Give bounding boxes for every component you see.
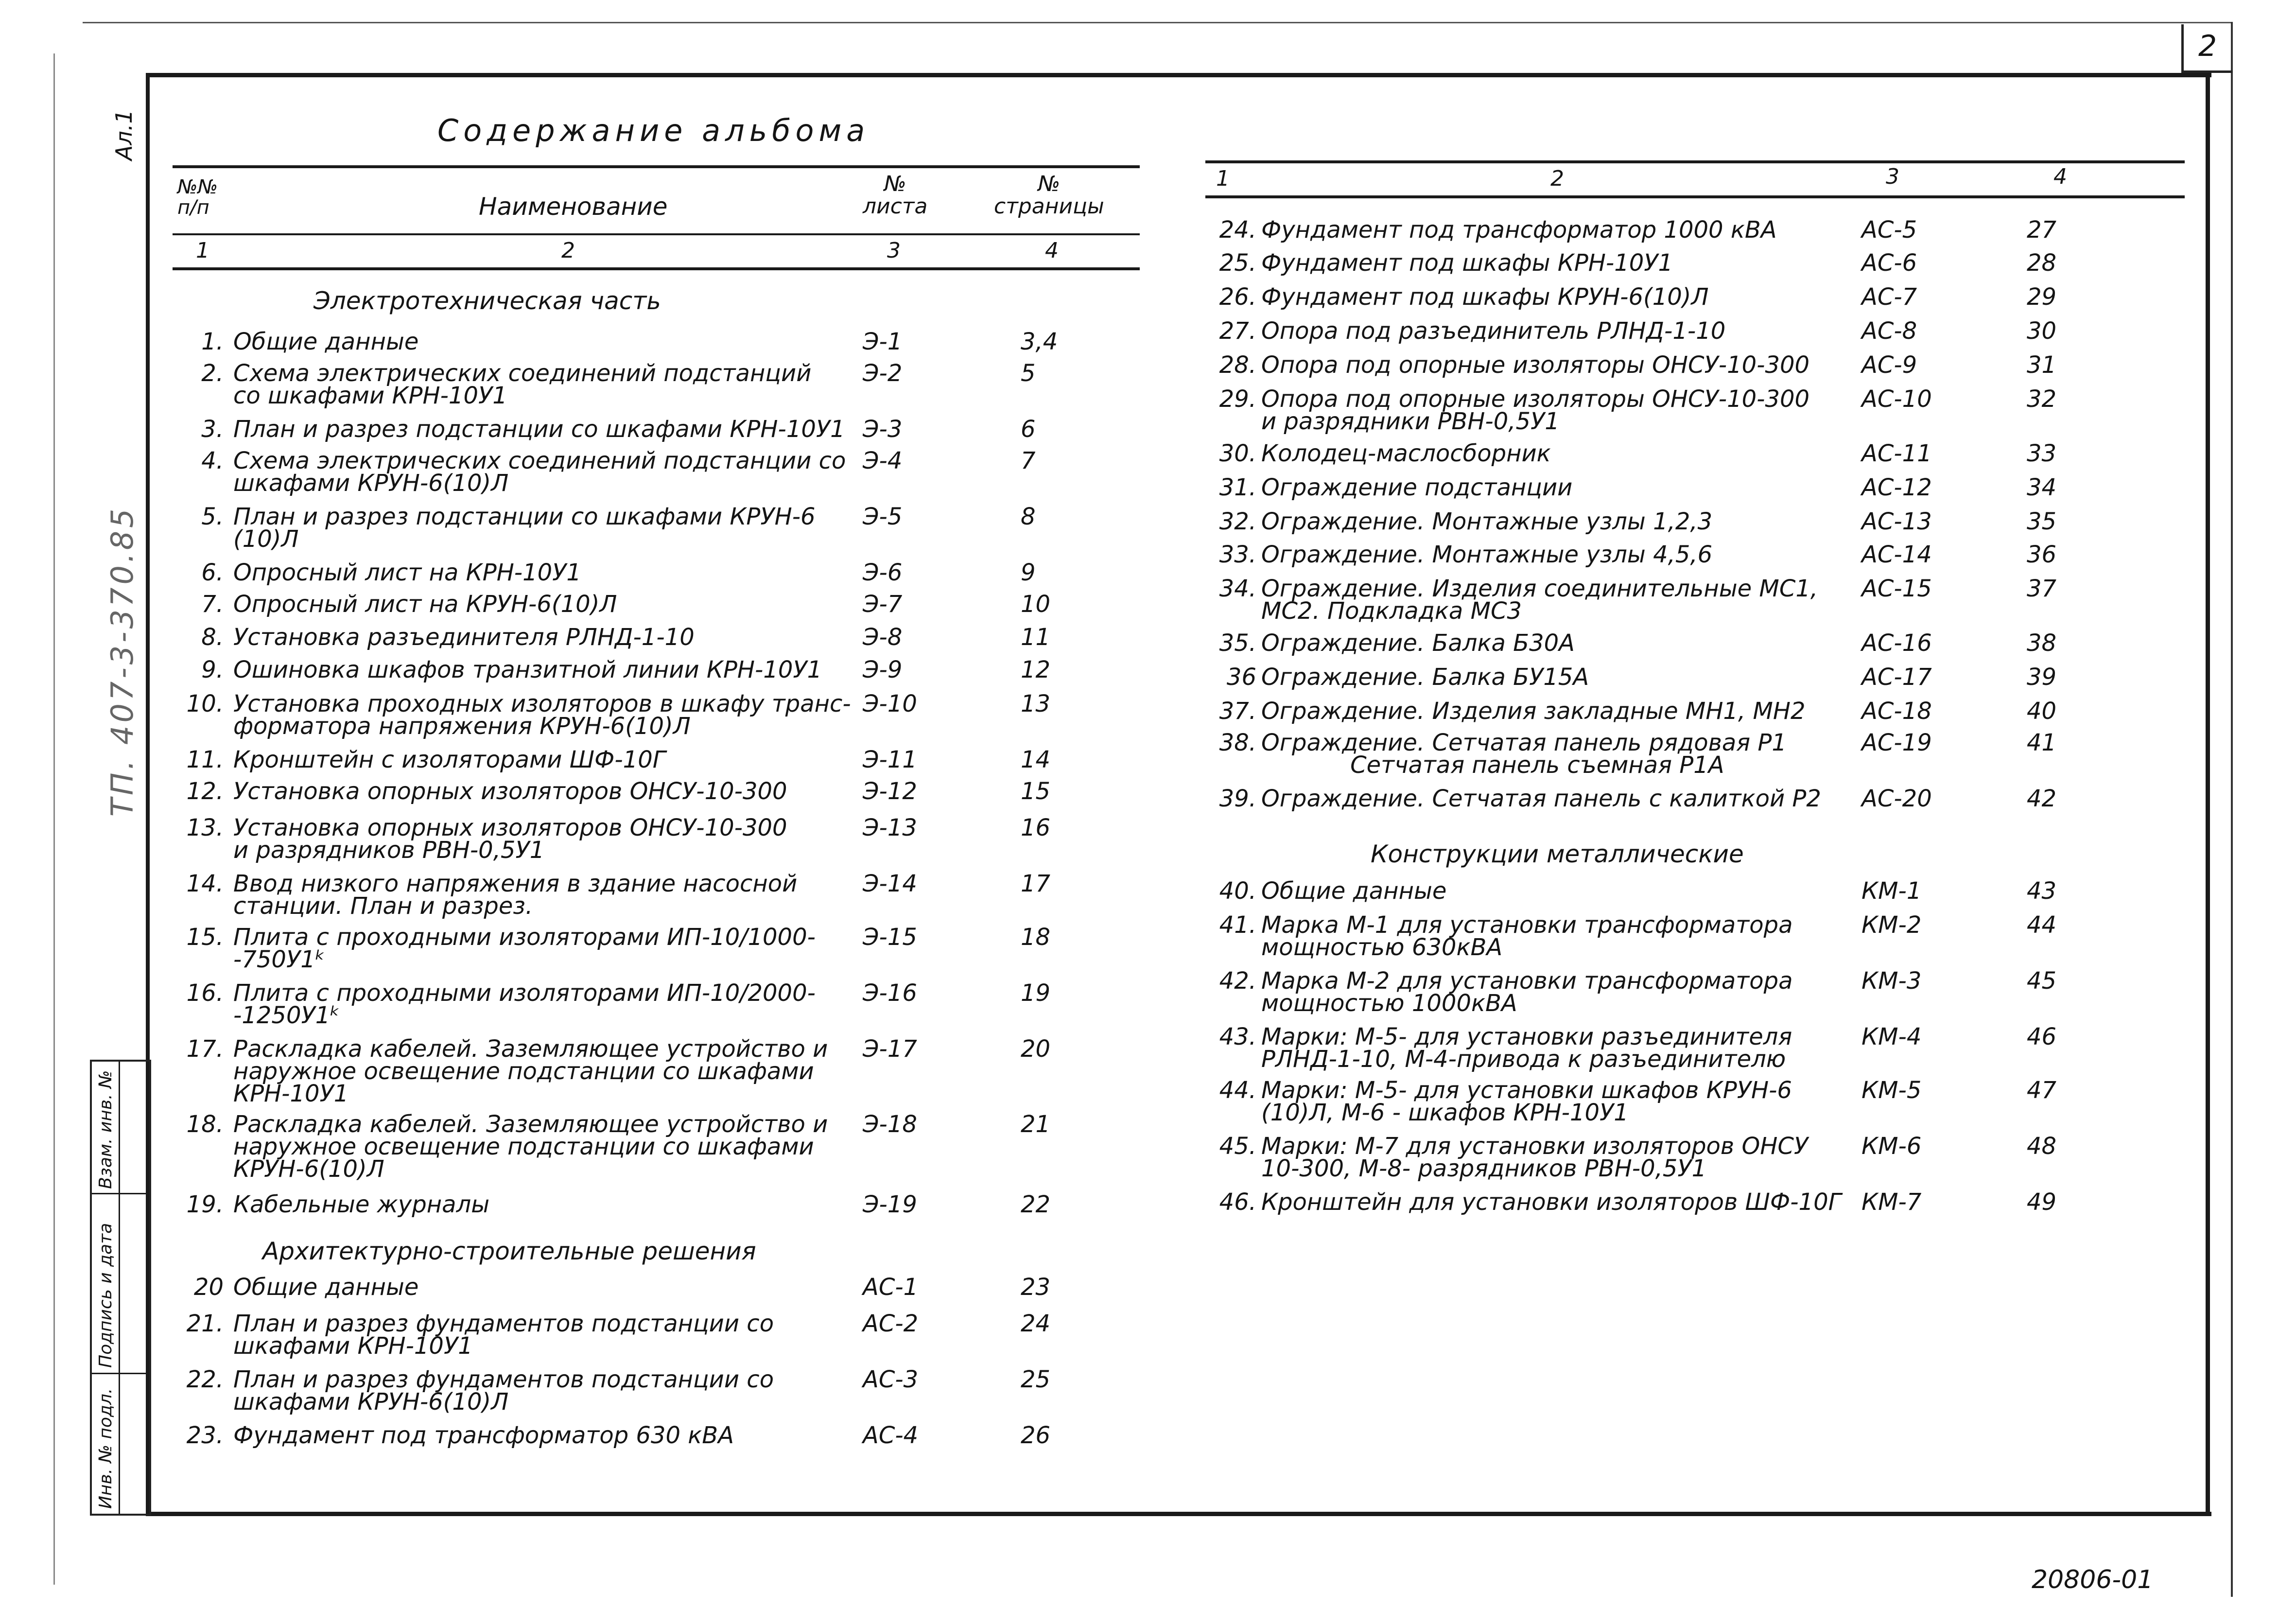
row-title: Схема электрических соединений подстанции со шкафами КРУН-6(10)Л [233,447,846,497]
row-title: План и разрез подстанции со шкафами КРН-10У1 [233,416,845,443]
row-sheet: Э-12 [863,778,917,805]
corner-mark: Ал.1 [111,109,137,160]
row-title: Установка опорных изоляторов ОНСУ-10-300 [233,778,787,805]
row-number: 6. [201,559,224,586]
footer-code: 20806-01 [2032,1565,2154,1594]
row-sheet: АС-1 [863,1274,919,1301]
row-page: 32 [2027,385,2057,413]
row-page: 16 [1021,814,1051,841]
row-sheet: КМ-1 [1861,877,1922,905]
table-row [1205,1023,2173,1084]
row-page: 15 [1021,778,1051,805]
header-col-4: 4 [1045,238,1059,263]
header-col-2: 2 [561,238,575,263]
right-table-header [1205,160,2185,199]
row-title: Марка М-1 для установки трансформатора мощностью 630кВА [1261,911,1793,961]
row-page: 35 [2027,508,2057,535]
row-sheet: АС-5 [1861,216,1917,244]
row-sheet: Э-4 [863,447,903,474]
row-sheet: Э-5 [863,503,903,530]
table-row [1205,787,2173,846]
row-title: Фундамент под шкафы КРН-10У1 [1261,249,1673,277]
row-title: Ограждение. Монтажные узлы 4,5,6 [1261,541,1713,568]
row-title: Ограждение. Изделия соединительные МС1, МС2. Подкладка МС3 [1261,575,1818,625]
row-page: 8 [1021,503,1036,530]
table-row [173,1424,1140,1483]
row-number: 10. [186,690,224,717]
row-sheet: Э-6 [863,559,903,586]
row-number: 26. [1219,283,1256,311]
row-title: Общие данные [1261,877,1447,905]
table-row [173,1312,1140,1371]
row-page: 7 [1021,447,1036,474]
row-number: 33. [1219,541,1256,568]
row-number: 17. [186,1035,224,1063]
row-number: 16. [186,979,224,1007]
row-number: 14. [186,870,224,897]
row-number: 37. [1219,698,1256,725]
header-name-label: Наименование [479,192,668,221]
row-page: 3,4 [1021,328,1058,355]
row-number: 46. [1219,1189,1256,1216]
row-page: 46 [2027,1023,2057,1050]
row-number: 20 [193,1274,224,1301]
row-number: 31. [1219,474,1256,501]
row-title: Опора под разъединитель РЛНД-1-10 [1261,317,1726,345]
row-sheet: АС-14 [1861,541,1932,568]
row-sheet: Э-9 [863,656,903,683]
row-sheet: КМ-2 [1861,911,1922,939]
row-sheet: КМ-4 [1861,1023,1922,1050]
row-page: 29 [2027,283,2057,311]
header-num-label: №№ п/п [177,176,218,219]
row-sheet: АС-4 [863,1422,919,1449]
row-page: 38 [2027,629,2057,657]
row-page: 5 [1021,360,1036,387]
row-title: Фундамент под трансформатор 1000 кВА [1261,216,1777,244]
row-title: Колодец-маслосборник [1261,440,1551,467]
row-page: 21 [1021,1111,1051,1138]
row-number: 1. [201,328,224,355]
side-code: ТП. 407-3-370.85 [104,506,140,817]
table-row [173,926,1140,984]
row-page: 19 [1021,979,1051,1007]
row-number: 22. [186,1366,224,1393]
row-page: 26 [1021,1422,1051,1449]
row-number: 28. [1219,351,1256,379]
row-title: Марка М-2 для установки трансформатора мощностью 1000кВА [1261,967,1793,1017]
row-title: Опросный лист на КРН-10У1 [233,559,581,586]
row-number: 3. [201,416,224,443]
row-number: 2. [201,360,224,387]
sheet-number-box [2181,24,2232,73]
row-sheet: АС-10 [1861,385,1932,413]
row-page: 23 [1021,1274,1051,1301]
right-header-col-4: 4 [2053,164,2067,189]
row-number: 25. [1219,249,1256,277]
row-number: 8. [201,624,224,651]
row-sheet: Э-8 [863,624,903,651]
row-title: Кронштейн для установки изоляторов ШФ-10Г [1261,1189,1842,1216]
row-number: 19. [186,1191,224,1218]
row-title: Фундамент под шкафы КРУН-6(10)Л [1261,283,1709,311]
row-number: 43. [1219,1023,1256,1050]
row-title: Ограждение. Сетчатая панель рядовая Р1 Сетчатая панель съемная Р1А [1261,729,1787,779]
table-row [1205,577,2173,636]
row-title: Опросный лист на КРУН-6(10)Л [233,591,617,618]
row-number: 4. [201,447,224,474]
row-title: Общие данные [233,328,419,355]
row-sheet: Э-11 [863,746,917,773]
row-title: Кабельные журналы [233,1191,490,1218]
row-title: Раскладка кабелей. Заземляющее устройство и наружное освещение подстанции со шкафами КРУН-6(10)Л [233,1111,828,1183]
row-number: 12. [186,778,224,805]
row-title: Ограждение подстанции [1261,474,1573,501]
row-page: 13 [1021,690,1051,717]
stamp-signature-date: Подпись и дата [96,1223,116,1368]
row-page: 12 [1021,656,1051,683]
row-title: Ввод низкого напряжения в здание насосной станции. План и разрез. [233,870,798,920]
row-sheet: АС-8 [1861,317,1917,345]
row-title: Установка опорных изоляторов ОНСУ-10-300 и разрядников РВН-0,5У1 [233,814,787,864]
row-sheet: АС-12 [1861,474,1932,501]
row-title: План и разрез фундаментов подстанции со шкафами КРУН-6(10)Л [233,1366,774,1416]
row-sheet: АС-20 [1861,785,1932,812]
row-number: 45. [1219,1133,1256,1160]
row-number: 7. [201,591,224,618]
row-page: 27 [2027,216,2057,244]
row-number: 27. [1219,317,1256,345]
row-sheet: АС-6 [1861,249,1917,277]
table-row [1205,911,2173,972]
row-number: 24. [1219,216,1256,244]
row-sheet: АС-18 [1861,698,1932,725]
row-title: Установка разъединителя РЛНД-1-10 [233,624,695,651]
row-title: Раскладка кабелей. Заземляющее устройство и наружное освещение подстанции со шкафами КРН-10У1 [233,1035,828,1107]
table-row [173,1193,1140,1252]
row-number: 11. [186,746,224,773]
row-sheet: Э-17 [863,1035,917,1063]
row-title: Опора под опорные изоляторы ОНСУ-10-300 и разрядники РВН-0,5У1 [1261,385,1810,435]
right-header-col-2: 2 [1550,166,1564,191]
row-number: 15. [186,924,224,951]
row-page: 39 [2027,664,2057,691]
table-row [173,1035,1140,1107]
row-page: 20 [1021,1035,1051,1063]
header-col-1: 1 [196,238,209,263]
row-page: 36 [2027,541,2057,568]
stamp-replaced-inv: Взам. инв. № [96,1070,116,1189]
row-page: 34 [2027,474,2057,501]
row-page: 28 [2027,249,2057,277]
section-metal: Конструкции металлические [1371,840,1744,868]
row-title: Ошиновка шкафов транзитной линии КРН-10У1 [233,656,822,683]
table-row [173,814,1140,875]
row-title: Общие данные [233,1274,419,1301]
row-number: 39. [1219,785,1256,812]
row-number: 18. [186,1111,224,1138]
row-page: 41 [2027,729,2057,756]
table-row [1205,1135,2173,1193]
section-architectural: Архитектурно-строительные решения [262,1237,756,1265]
section-electrical: Электротехническая часть [313,287,661,315]
row-sheet: Э-19 [863,1191,917,1218]
left-table-header [173,165,1140,272]
row-page: 47 [2027,1077,2057,1104]
row-sheet: Э-10 [863,690,917,717]
right-header-col-3: 3 [1886,164,1899,189]
row-page: 14 [1021,746,1051,773]
row-sheet: АС-2 [863,1310,919,1337]
row-page: 9 [1021,559,1036,586]
row-number: 9. [201,656,224,683]
right-header-col-1: 1 [1216,166,1230,191]
row-title: План и разрез фундаментов подстанции со шкафами КРН-10У1 [233,1310,774,1360]
row-sheet: Э-2 [863,360,903,387]
table-row [1205,967,2173,1028]
row-sheet: Э-7 [863,591,903,618]
row-title: Ограждение. Балка БУ15А [1261,664,1589,691]
row-number: 34. [1219,575,1256,602]
row-sheet: КМ-5 [1861,1077,1922,1104]
row-title: Кронштейн с изоляторами ШФ-10Г [233,746,666,773]
row-page: 22 [1021,1191,1051,1218]
row-sheet: Э-13 [863,814,917,841]
row-sheet: АС-17 [1861,664,1932,691]
row-title: Плита с проходными изоляторами ИП-10/1000- -750У1ᵏ [233,924,816,973]
row-page: 31 [2027,351,2057,379]
header-page-label: № страницы [994,172,1104,219]
row-page: 44 [2027,911,2057,939]
table-row [173,447,1140,508]
row-sheet: КМ-7 [1861,1189,1922,1216]
row-sheet: Э-1 [863,328,903,355]
row-sheet: АС-9 [1861,351,1917,379]
row-title: Схема электрических соединений подстанций со шкафами КРН-10У1 [233,360,812,409]
row-number: 44. [1219,1077,1256,1104]
row-page: 25 [1021,1366,1051,1393]
row-title: Плита с проходными изоляторами ИП-10/2000- -1250У1ᵏ [233,979,816,1029]
row-page: 42 [2027,785,2057,812]
row-number: 42. [1219,967,1256,995]
row-sheet: Э-3 [863,416,903,443]
stamp-inv-number: Инв. № подл. [96,1388,116,1509]
table-row [1205,729,2173,790]
table-row [173,690,1140,751]
row-title: Ограждение. Сетчатая панель с калиткой Р2 [1261,785,1821,812]
table-row [1205,1079,2173,1137]
row-title: Ограждение. Монтажные узлы 1,2,3 [1261,508,1713,535]
table-row [173,1368,1140,1427]
row-page: 40 [2027,698,2057,725]
row-page: 10 [1021,591,1051,618]
row-number: 38. [1219,729,1256,756]
table-row [173,503,1140,564]
row-number: 29. [1219,385,1256,413]
row-title: Опора под опорные изоляторы ОНСУ-10-300 [1261,351,1810,379]
row-number: 40. [1219,877,1256,905]
header-sheet-label: № листа [863,172,928,219]
row-page: 24 [1021,1310,1051,1337]
row-number: 41. [1219,911,1256,939]
row-sheet: АС-11 [1861,440,1932,467]
row-page: 33 [2027,440,2057,467]
row-number: 32. [1219,508,1256,535]
row-page: 17 [1021,870,1051,897]
row-sheet: Э-16 [863,979,917,1007]
row-number: 13. [186,814,224,841]
row-number: 21. [186,1310,224,1337]
table-row [173,870,1140,931]
row-page: 45 [2027,967,2057,995]
row-sheet: АС-13 [1861,508,1932,535]
row-page: 43 [2027,877,2057,905]
header-col-3: 3 [887,238,901,263]
row-number: 35. [1219,629,1256,657]
row-title: Фундамент под трансформатор 630 кВА [233,1422,734,1449]
row-page: 6 [1021,416,1036,443]
row-page: 18 [1021,924,1051,951]
row-title: Ограждение. Изделия закладные МН1, МН2 [1261,698,1806,725]
row-page: 11 [1021,624,1051,651]
row-sheet: КМ-6 [1861,1133,1922,1160]
table-row [1205,1191,2173,1249]
row-sheet: АС-3 [863,1366,919,1393]
row-number: 5. [201,503,224,530]
row-page: 49 [2027,1189,2057,1216]
sheet-number: 2 [2198,29,2217,63]
row-title: Установка проходных изоляторов в шкафу транс- форматора напряжения КРУН-6(10)Л [233,690,851,740]
table-row [1205,385,2173,446]
row-sheet: АС-19 [1861,729,1932,756]
row-page: 37 [2027,575,2057,602]
row-sheet: АС-7 [1861,283,1917,311]
table-row [173,979,1140,1040]
row-title: Марки: М-5- для установки шкафов КРУН-6 (10)Л, М-6 - шкафов КРН-10У1 [1261,1077,1792,1126]
row-sheet: Э-14 [863,870,917,897]
row-title: Марки: М-7 для установки изоляторов ОНСУ 10-300, М-8- разрядников РВН-0,5У1 [1261,1133,1809,1182]
page-title: Содержание альбома [437,113,870,148]
row-title: Ограждение. Балка Б30А [1261,629,1575,657]
row-number: 30. [1219,440,1256,467]
row-title: Марки: М-5- для установки разъединителя РЛНД-1-10, М-4-привода к разъединителю [1261,1023,1792,1073]
row-sheet: АС-15 [1861,575,1932,602]
row-sheet: Э-15 [863,924,917,951]
row-page: 30 [2027,317,2057,345]
row-sheet: АС-16 [1861,629,1932,657]
row-number: 23. [186,1422,224,1449]
row-sheet: Э-18 [863,1111,917,1138]
row-number: 36 [1226,664,1256,691]
row-title: План и разрез подстанции со шкафами КРУН-6 (10)Л [233,503,816,553]
row-page: 48 [2027,1133,2057,1160]
table-row [173,362,1140,420]
table-row [173,1111,1140,1183]
side-stamp [90,1060,151,1516]
row-sheet: КМ-3 [1861,967,1922,995]
